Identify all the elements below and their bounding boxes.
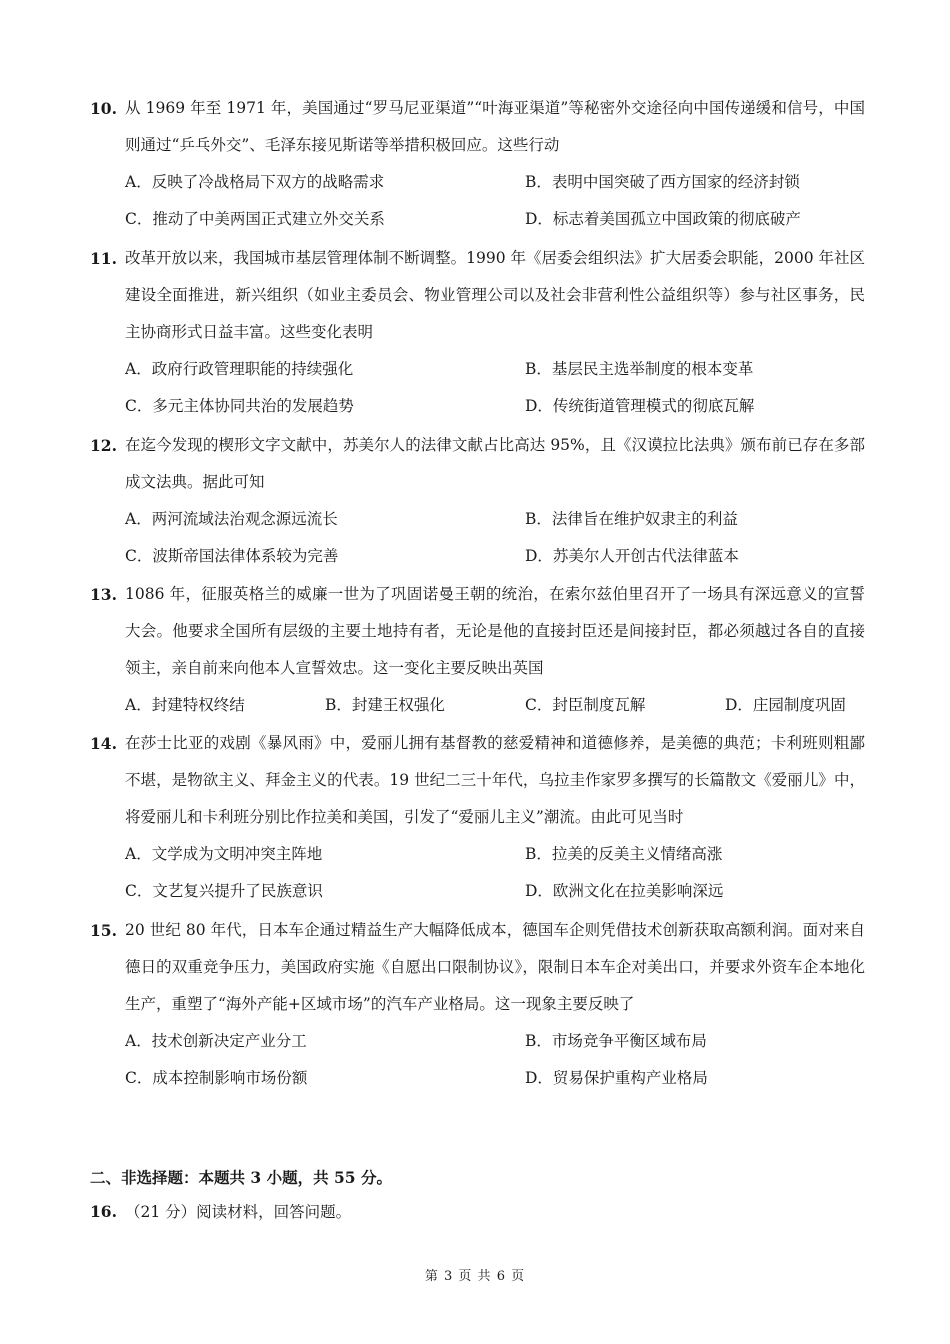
question-stem: 在迄今发现的楔形文字文献中，苏美尔人的法律文献占比高达 95%，且《汉谟拉比法典》颁布前已存在多部成文法典。据此可知 bbox=[125, 436, 865, 491]
question-number: 14. bbox=[90, 734, 117, 753]
section-title: 二、非选择题：本题共 3 小题，共 55 分。 bbox=[90, 1168, 392, 1187]
question-stem: 从 1969 年至 1971 年，美国通过“罗马尼亚渠道”“叶海亚渠道”等秘密外交途径向中国传递缓和信号，中国则通过“乒乓外交”、毛泽东接见斯诺等举措积极回应。这些行动 bbox=[125, 99, 865, 154]
options bbox=[125, 501, 865, 575]
option-a: A．封建特权终结 bbox=[125, 696, 245, 714]
option-c: C．多元主体协同共治的发展趋势 bbox=[125, 397, 354, 415]
question-16 bbox=[90, 1200, 865, 1224]
question-number: 15. bbox=[90, 921, 117, 940]
question-12 bbox=[90, 427, 865, 575]
option-d: D．庄园制度巩固 bbox=[725, 696, 846, 714]
option-d: D．欧洲文化在拉美影响深远 bbox=[525, 882, 724, 900]
question-15 bbox=[90, 912, 865, 1097]
question-number: 13. bbox=[90, 585, 117, 604]
options bbox=[125, 1023, 865, 1097]
options bbox=[125, 687, 865, 724]
question-stem: 20 世纪 80 年代，日本车企通过精益生产大幅降低成本，德国车企则凭借技术创新获取高额利润。面对来自德日的双重竞争压力，美国政府实施《自愿出口限制协议》，限制日本车企对美出口，并要求外资车企本地化生产，重塑了“海外产能+区域市场”的汽车产业格局。这一现象主要反映了 bbox=[125, 921, 865, 1013]
option-b: B．法律旨在维护奴隶主的利益 bbox=[525, 510, 738, 528]
option-c: C．成本控制影响市场份额 bbox=[125, 1069, 308, 1087]
question-number: 11. bbox=[90, 249, 117, 268]
question-number: 10. bbox=[90, 99, 117, 118]
option-c: C．封臣制度瓦解 bbox=[525, 696, 646, 714]
question-10 bbox=[90, 90, 865, 238]
question-14 bbox=[90, 725, 865, 910]
option-d: D．标志着美国孤立中国政策的彻底破产 bbox=[525, 210, 801, 228]
question-number: 16. bbox=[90, 1202, 117, 1221]
option-c: C．推动了中美两国正式建立外交关系 bbox=[125, 210, 385, 228]
question-number: 12. bbox=[90, 436, 117, 455]
option-a: A．反映了冷战格局下双方的战略需求 bbox=[125, 173, 385, 191]
option-c: C．文艺复兴提升了民族意识 bbox=[125, 882, 323, 900]
option-b: B．拉美的反美主义情绪高涨 bbox=[525, 845, 723, 863]
question-stem: 1086 年，征服英格兰的威廉一世为了巩固诺曼王朝的统治，在索尔兹伯里召开了一场具有深远意义的宣誓大会。他要求全国所有层级的主要土地持有者，无论是他的直接封臣还是间接封臣，都必须越过各自的直接领主，亲自前来向他本人宣誓效忠。这一变化主要反映出英国 bbox=[125, 585, 865, 677]
option-a: A．文学成为文明冲突主阵地 bbox=[125, 845, 323, 863]
option-b: B．表明中国突破了西方国家的经济封锁 bbox=[525, 173, 800, 191]
option-b: B．封建王权强化 bbox=[325, 696, 445, 714]
question-stem: 在莎士比亚的戏剧《暴风雨》中，爱丽儿拥有基督教的慈爱精神和道德修养，是美德的典范；卡利班则粗鄙不堪，是物欲主义、拜金主义的代表。19 世纪二三十年代，乌拉圭作家罗多撰写的长篇散文《爱丽儿》中，将爱丽儿和卡利班分别比作拉美和美国，引发了“爱丽儿主义”潮流。由此可见当时 bbox=[125, 734, 865, 826]
option-a: A．技术创新决定产业分工 bbox=[125, 1032, 307, 1050]
question-11 bbox=[90, 240, 865, 425]
question-stem: 改革开放以来，我国城市基层管理体制不断调整。1990 年《居委会组织法》扩大居委会职能，2000 年社区建设全面推进，新兴组织（如业主委员会、物业管理公司以及社会非营利性公益组织等）参与社区事务，民主协商形式日益丰富。这些变化表明 bbox=[125, 249, 865, 341]
options bbox=[125, 351, 865, 425]
question-13 bbox=[90, 576, 865, 724]
page-footer: 第 3 页 共 6 页 bbox=[424, 1269, 526, 1284]
option-d: D．贸易保护重构产业格局 bbox=[525, 1069, 708, 1087]
option-a: A．两河流域法治观念源远流长 bbox=[125, 510, 338, 528]
option-b: B．基层民主选举制度的根本变革 bbox=[525, 360, 754, 378]
option-d: D．苏美尔人开创古代法律蓝本 bbox=[525, 547, 739, 565]
option-a: A．政府行政管理职能的持续强化 bbox=[125, 360, 354, 378]
option-d: D．传统街道管理模式的彻底瓦解 bbox=[525, 397, 755, 415]
option-c: C．波斯帝国法律体系较为完善 bbox=[125, 547, 339, 565]
options bbox=[125, 164, 865, 238]
options bbox=[125, 836, 865, 910]
option-b: B．市场竞争平衡区域布局 bbox=[525, 1032, 707, 1050]
question-stem: （21 分）阅读材料，回答问题。 bbox=[125, 1203, 352, 1221]
